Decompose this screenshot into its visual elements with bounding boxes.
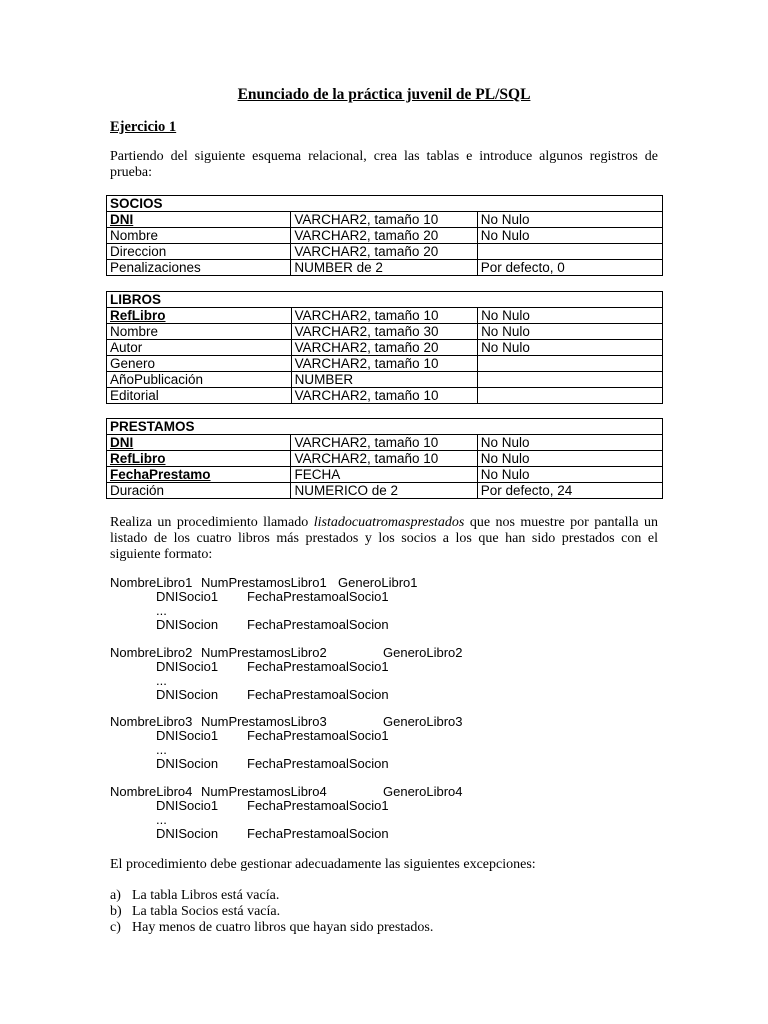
procedure-text-after: que nos muestre por pantalla un listado de los cuatro libros más prestados y los socios a los que han sido prestados con el siguiente formato: [110,515,659,562]
format-last-date: FechaPrestamoalSocion [247,756,389,771]
procedure-text-before: Realiza un procedimiento llamado [110,515,314,530]
field-name: Editorial [107,388,292,404]
format-count: NumPrestamosLibro1 [201,575,327,590]
field-constraint [478,388,663,404]
format-genre: GeneroLibro1 [338,575,418,590]
format-first-date: FechaPrestamoalSocio1 [247,798,389,813]
field-name: Direccion [107,244,291,260]
format-first-dni: DNISocio1 [156,659,219,674]
table-row [107,451,663,467]
format-genre: GeneroLibro2 [383,645,463,660]
format-first-dni: DNISocio1 [156,728,219,743]
table-prestamos [106,418,663,499]
list-text: La tabla Libros está vacía. [132,888,280,903]
table-row [107,228,663,244]
format-count: NumPrestamosLibro2 [201,645,327,660]
table-row [107,467,663,483]
field-type: VARCHAR2, tamaño 10 [291,388,477,404]
list-marker: b) [110,904,122,919]
table-name: LIBROS [107,292,663,308]
field-constraint: No Nulo [477,435,662,451]
field-type: FECHA [291,467,477,483]
field-constraint: No Nulo [477,451,662,467]
field-name: Nombre [107,324,292,340]
intro-paragraph: Partiendo del siguiente esquema relacional, crea las tablas e introduce algunos registros de prueba: [110,149,658,180]
format-count: NumPrestamosLibro3 [201,714,327,729]
list-text: Hay menos de cuatro libros que hayan sido prestados. [132,920,434,935]
format-last-dni: DNISocion [156,756,219,771]
table-row [107,244,663,260]
field-type: VARCHAR2, tamaño 10 [291,451,477,467]
field-type: NUMERICO de 2 [291,483,477,499]
format-book: NombreLibro3 [110,714,193,729]
table-row [107,340,663,356]
field-constraint: Por defecto, 0 [477,260,662,276]
format-ellipsis: ... [156,673,167,688]
field-type: VARCHAR2, tamaño 20 [291,244,477,260]
procedure-paragraph [110,515,658,563]
table-row [107,435,663,451]
format-ellipsis: ... [156,812,167,827]
exercise-heading: Ejercicio 1 [110,119,177,135]
field-name: RefLibro [107,451,291,467]
field-type: NUMBER [291,372,477,388]
format-first-date: FechaPrestamoalSocio1 [247,728,389,743]
field-type: VARCHAR2, tamaño 10 [291,435,477,451]
format-last-dni: DNISocion [156,687,219,702]
field-type: VARCHAR2, tamaño 10 [291,356,477,372]
field-name: RefLibro [107,308,292,324]
format-ellipsis: ... [156,603,167,618]
list-marker: c) [110,920,121,935]
table-row [107,483,663,499]
table-name: PRESTAMOS [107,419,663,435]
list-text: La tabla Socios está vacía. [132,904,281,919]
field-constraint [477,244,662,260]
table-socios [106,195,663,276]
table-row [107,356,663,372]
format-book: NombreLibro2 [110,645,193,660]
format-count: NumPrestamosLibro4 [201,784,327,799]
field-type: VARCHAR2, tamaño 20 [291,340,477,356]
table-row [107,212,663,228]
field-name: Autor [107,340,292,356]
field-name: AñoPublicación [107,372,292,388]
format-last-date: FechaPrestamoalSocion [247,617,389,632]
format-first-date: FechaPrestamoalSocio1 [247,589,389,604]
field-constraint: No Nulo [477,467,662,483]
table-row [107,388,663,404]
document-title: Enunciado de la práctica juvenil de PL/SQL [237,86,531,103]
field-type: VARCHAR2, tamaño 10 [291,308,477,324]
field-name: FechaPrestamo [107,467,291,483]
field-constraint: No Nulo [478,340,663,356]
table-row [107,324,663,340]
field-name: DNI [107,435,291,451]
format-last-date: FechaPrestamoalSocion [247,687,389,702]
field-constraint [478,356,663,372]
field-type: VARCHAR2, tamaño 20 [291,228,477,244]
field-name: Duración [107,483,291,499]
field-constraint: No Nulo [478,324,663,340]
field-constraint: No Nulo [478,308,663,324]
format-ellipsis: ... [156,742,167,757]
field-constraint [478,372,663,388]
format-first-dni: DNISocio1 [156,798,219,813]
format-last-dni: DNISocion [156,617,219,632]
format-book: NombreLibro4 [110,784,193,799]
procedure-name: listadocuatromasprestados [313,515,465,530]
field-name: DNI [107,212,291,228]
table-row [107,260,663,276]
field-name: Nombre [107,228,291,244]
field-type: VARCHAR2, tamaño 10 [291,212,477,228]
table-row [107,372,663,388]
format-first-date: FechaPrestamoalSocio1 [247,659,389,674]
table-libros [106,291,663,404]
table-row [107,308,663,324]
format-last-date: FechaPrestamoalSocion [247,826,389,841]
format-genre: GeneroLibro3 [383,714,463,729]
field-type: NUMBER de 2 [291,260,477,276]
format-book: NombreLibro1 [110,575,193,590]
format-last-dni: DNISocion [156,826,219,841]
field-name: Penalizaciones [107,260,291,276]
field-type: VARCHAR2, tamaño 30 [291,324,477,340]
table-name: SOCIOS [107,196,663,212]
field-constraint: Por defecto, 24 [477,483,662,499]
field-constraint: No Nulo [477,212,662,228]
format-first-dni: DNISocio1 [156,589,219,604]
list-marker: a) [110,888,121,903]
field-constraint: No Nulo [477,228,662,244]
exceptions-intro: El procedimiento debe gestionar adecuadamente las siguientes excepciones: [110,857,536,872]
format-genre: GeneroLibro4 [383,784,463,799]
field-name: Genero [107,356,292,372]
